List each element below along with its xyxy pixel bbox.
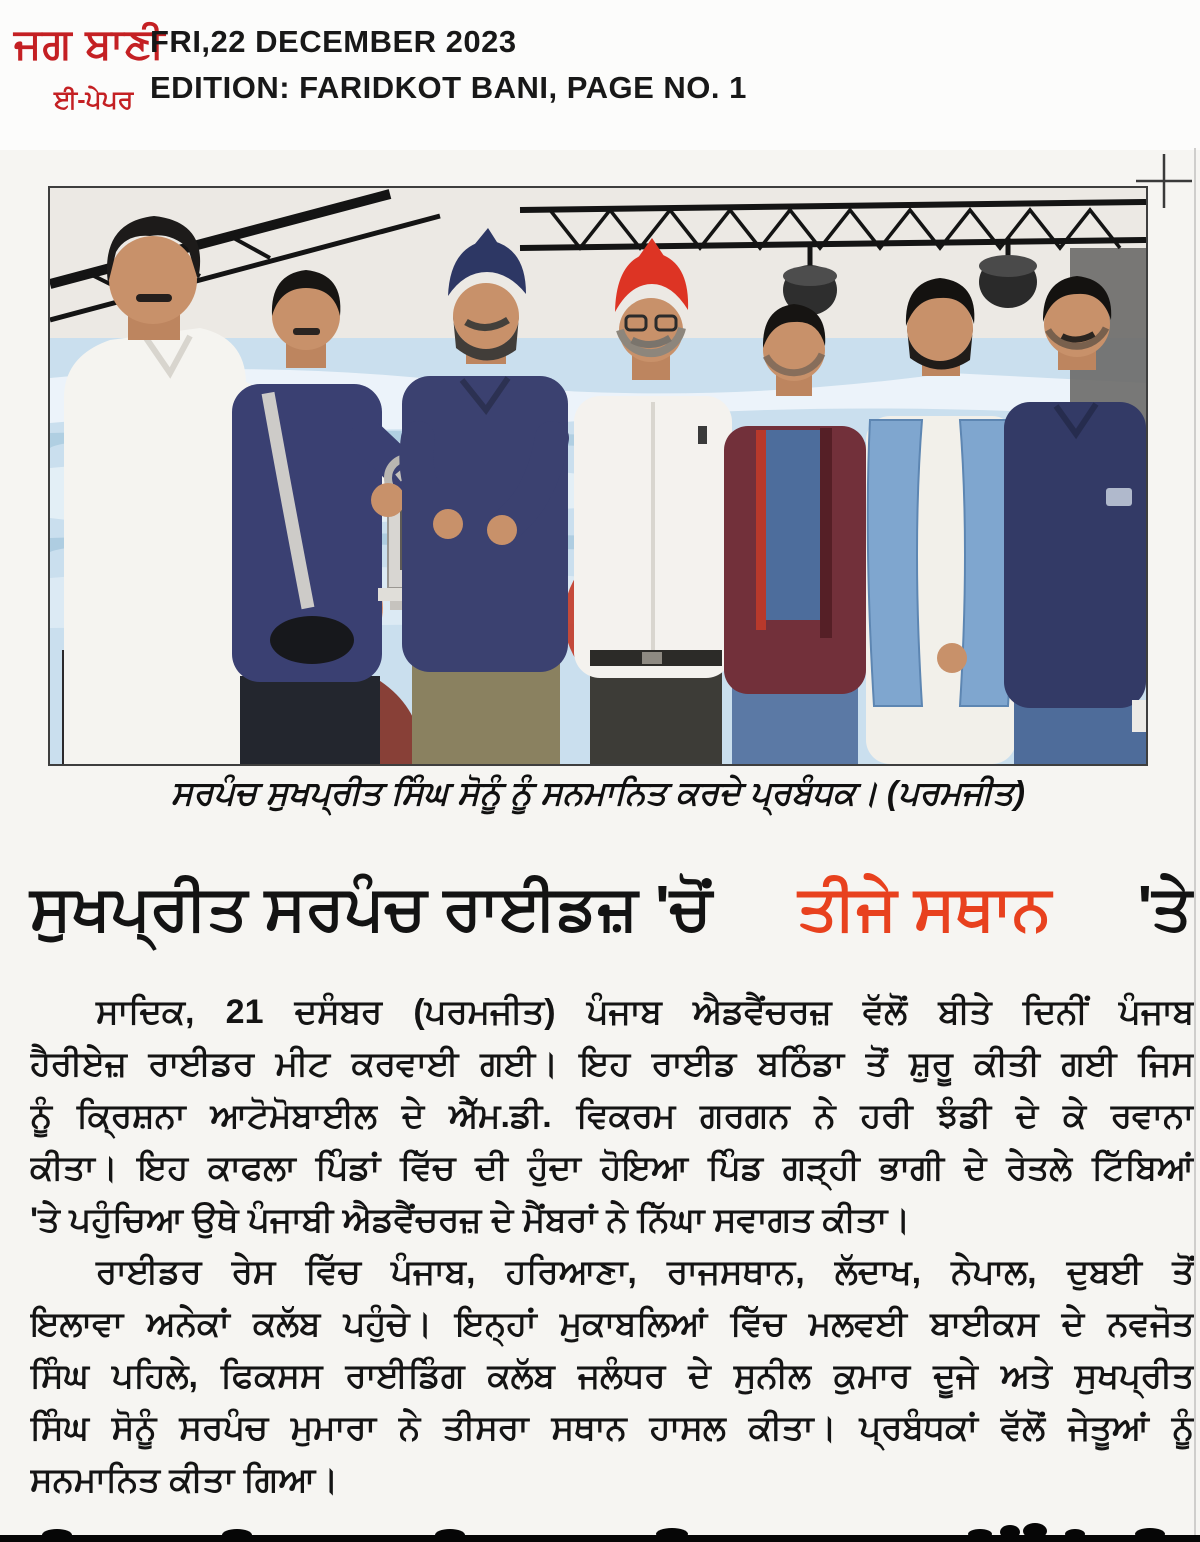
jagbani-logo: ਜਗ ਬਾਣੀ	[14, 20, 166, 67]
body-line: ਨੂੰ ਕ੍ਰਿਸ਼ਨਾ ਆਟੋਮੋਬਾਈਲ ਦੇ ਐੱਮ.ਡੀ. ਵਿਕਰਮ ਗਰਗਨ ਨੇ ਹਰੀ ਝੰਡੀ ਦੇ ਕੇ ਰਵਾਨਾ	[30, 1097, 1194, 1135]
date-line: FRI,22 DECEMBER 2023	[150, 24, 517, 59]
article-body	[30, 986, 1194, 1506]
headline-part2-red: ਤੀਜੇ ਸਥਾਨ	[797, 874, 1052, 943]
headline-part1: ਸੁਖਪ੍ਰੀਤ ਸਰਪੰਚ ਰਾਈਡਜ਼ 'ਚੋਂ	[30, 874, 712, 943]
body-line: ਹੈਰੀਏਜ਼ ਰਾਈਡਰ ਮੀਟ ਕਰਵਾਈ ਗਈ। ਇਹ ਰਾਈਡ ਬਠਿੰਡਾ ਤੋਂ ਸ਼ੁਰੂ ਕੀਤੀ ਗਈ ਜਿਸ	[30, 1045, 1194, 1083]
body-line: ਸਿੰਘ ਪਹਿਲੇ, ਫਿਕਸਸ ਰਾਈਡਿੰਗ ਕਲੱਬ ਜਲੰਧਰ ਦੇ ਸੁਨੀਲ ਕੁਮਾਰ ਦੂਜੇ ਅਤੇ ਸੁਖਪ੍ਰੀਤ	[30, 1357, 1194, 1395]
body-line: ਇਲਾਵਾ ਅਨੇਕਾਂ ਕਲੱਬ ਪਹੁੰਚੇ। ਇਨ੍ਹਾਂ ਮੁਕਾਬਲਿਆਂ ਵਿੱਚ ਮਲਵਈ ਬਾਈਕਸ ਦੇ ਨਵਜੋਤ	[30, 1305, 1194, 1343]
photo-scene	[50, 188, 1146, 764]
edition-line: EDITION: FARIDKOT BANI, PAGE NO. 1	[150, 70, 747, 105]
headline-part3: 'ਤੇ	[1137, 874, 1192, 943]
body-line: ਸਨਮਾਨਿਤ ਕੀਤਾ ਗਿਆ।	[30, 1461, 339, 1499]
body-line: 'ਤੇ ਪਹੁੰਚਿਆ ਉਥੇ ਪੰਜਾਬੀ ਐਡਵੈਂਚਰਜ਼ ਦੇ ਮੈਂਬਰਾਂ ਨੇ ਨਿੱਘਾ ਸਵਾਗਤ ਕੀਤਾ।	[30, 1201, 911, 1239]
jagbani-epaper-label: ਈ-ਪੇਪਰ	[54, 86, 134, 114]
body-line: ਰਾਈਡਰ ਰੇਸ ਵਿੱਚ ਪੰਜਾਬ, ਹਰਿਆਣਾ, ਰਾਜਸਥਾਨ, ਲੱਦਾਖ, ਨੇਪਾਲ, ਦੁਬਈ ਤੋਂ	[96, 1253, 1194, 1291]
page-edge-line	[1194, 148, 1196, 1542]
body-line: ਸਾਦਿਕ, 21 ਦਸੰਬਰ (ਪਰਮਜੀਤ) ਪੰਜਾਬ ਐਡਵੈਂਚਰਜ਼ ਵੱਲੋਂ ਬੀਤੇ ਦਿਨੀਂ ਪੰਜਾਬ	[96, 993, 1194, 1031]
photo-caption: ਸਰਪੰਚ ਸੁਖਪ੍ਰੀਤ ਸਿੰਘ ਸੋਨੂੰ ਨੂੰ ਸਨਮਾਨਿਤ ਕਰਦੇ ਪ੍ਰਬੰਧਕ। (ਪਰਮਜੀਤ)	[171, 774, 1025, 811]
article-headline	[30, 850, 1192, 968]
body-line: ਕੀਤਾ। ਇਹ ਕਾਫਲਾ ਪਿੰਡਾਂ ਵਿੱਚ ਦੀ ਹੁੰਦਾ ਹੋਇਆ ਪਿੰਡ ਗੜ੍ਹੀ ਭਾਗੀ ਦੇ ਰੇਤਲੇ ਟਿੱਬਿਆਂ	[30, 1149, 1194, 1187]
next-article-cropped-headline	[0, 1520, 1200, 1542]
body-line: ਸਿੰਘ ਸੋਨੂੰ ਸਰਪੰਚ ਮੁਮਾਰਾ ਨੇ ਤੀਸਰਾ ਸਥਾਨ ਹਾਸਲ ਕੀਤਾ। ਪ੍ਰਬੰਧਕਾਂ ਵੱਲੋਂ ਜੇਤੂਆਂ ਨੂੰ	[30, 1409, 1194, 1447]
article-photo	[48, 186, 1148, 766]
